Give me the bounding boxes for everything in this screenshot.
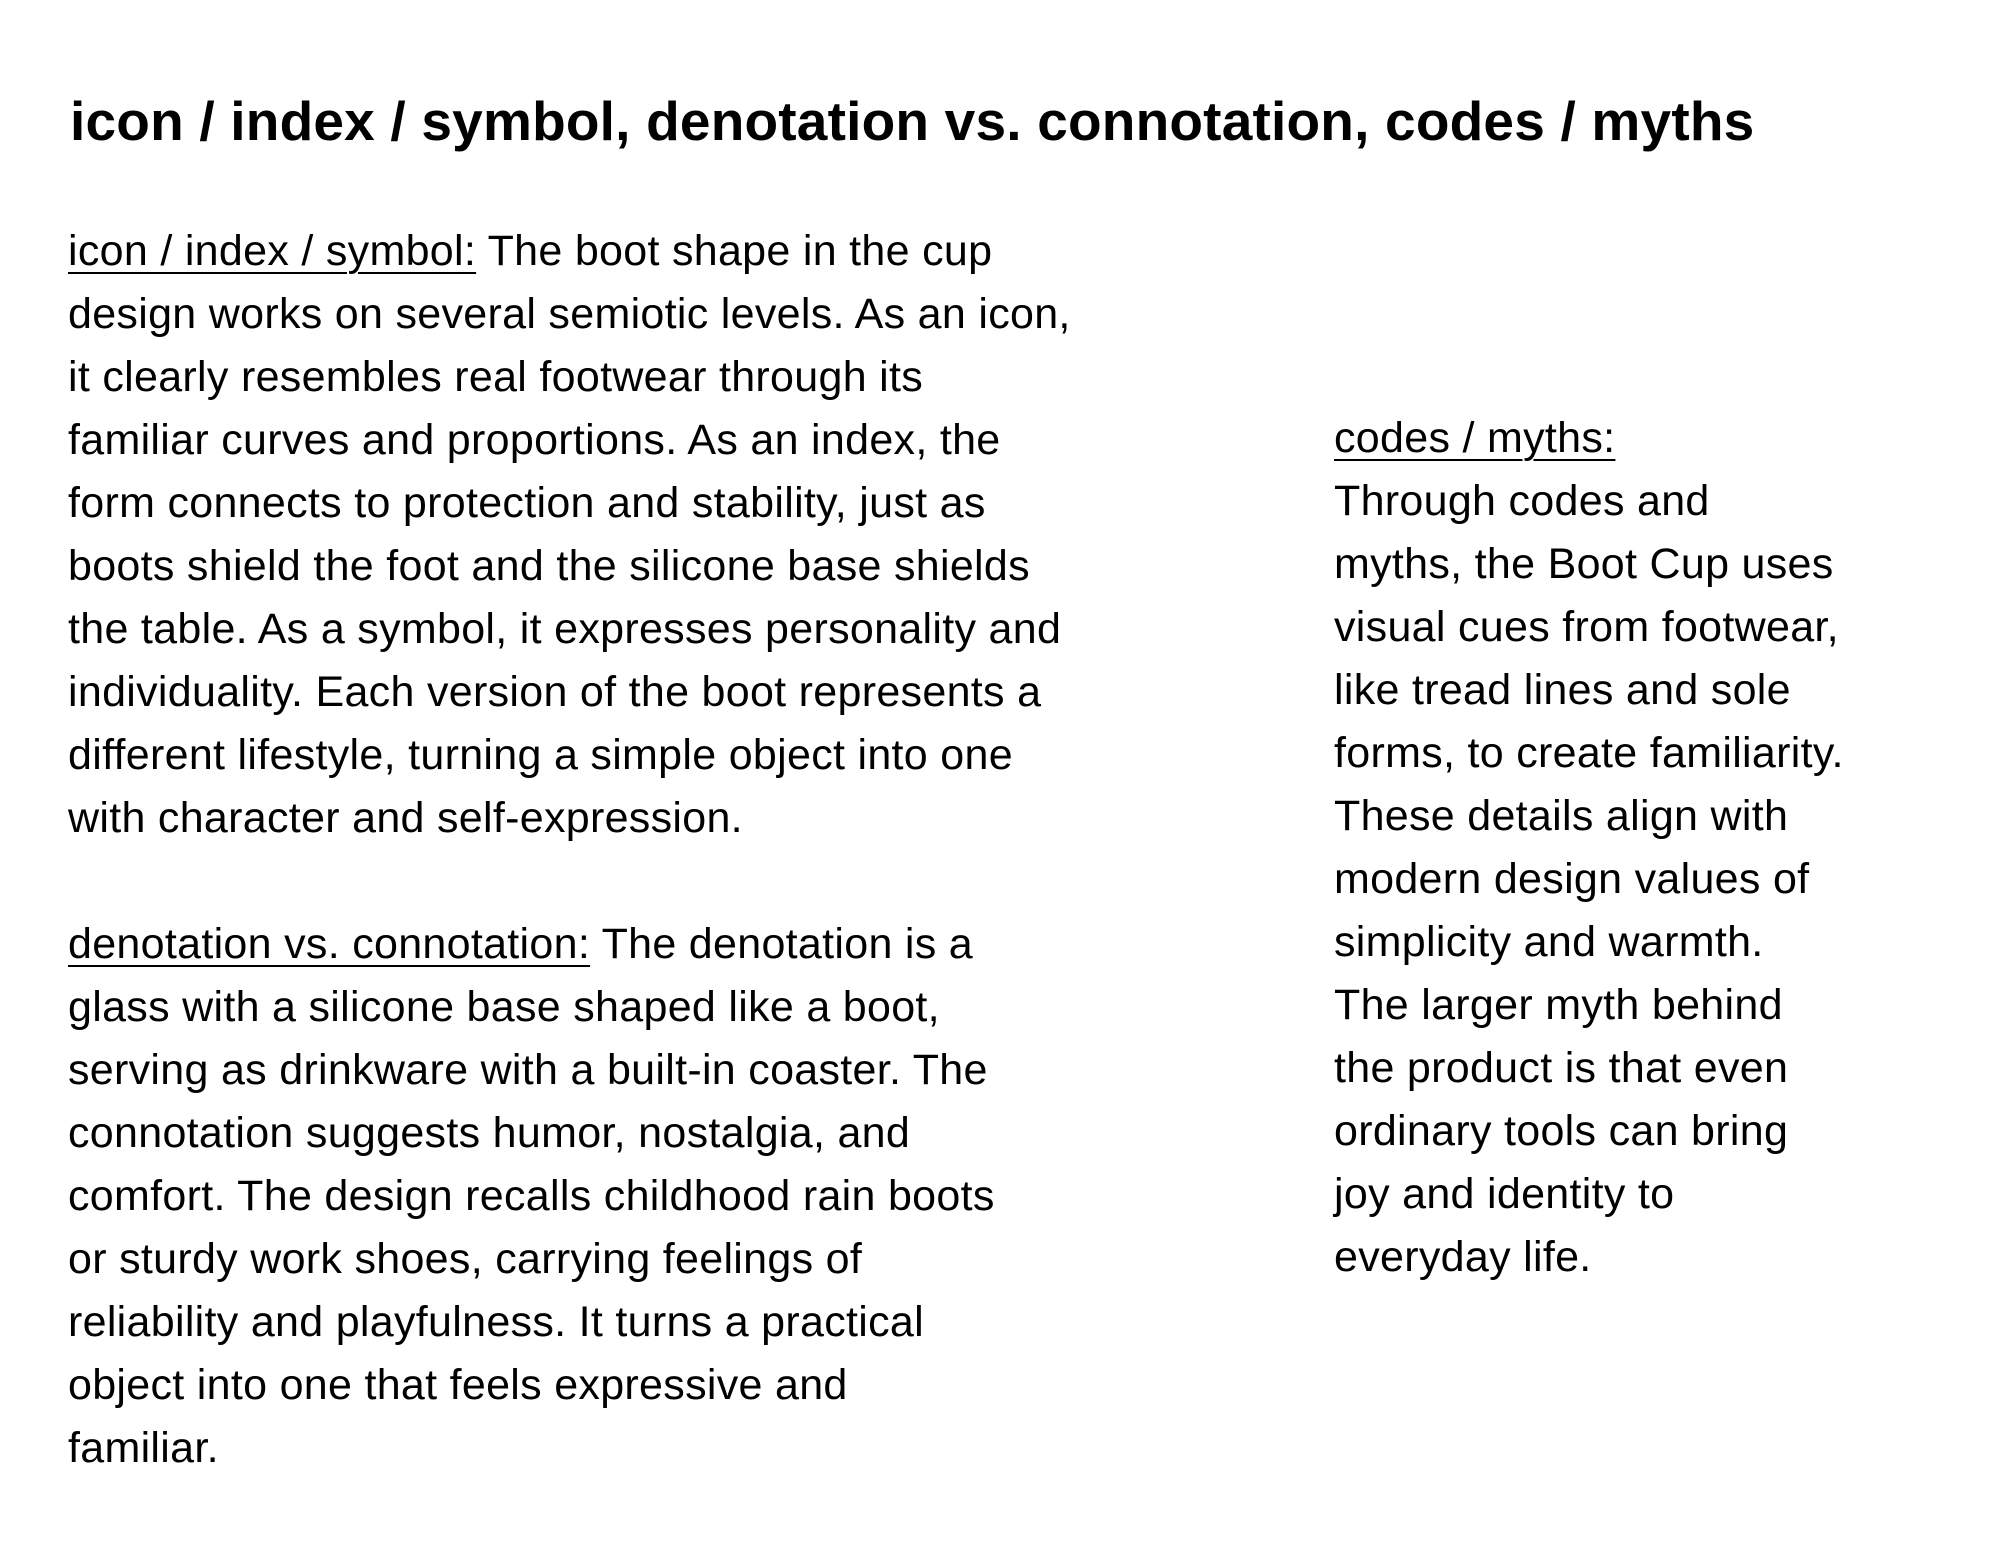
paragraph-line: like tread lines and sole [1334, 666, 1791, 714]
paragraph-line: visual cues from footwear, [1334, 603, 1839, 651]
codes-myths-heading: codes / myths: [1334, 414, 1616, 462]
paragraph-line: connotation suggests humor, nostalgia, and [68, 1109, 911, 1157]
paragraph-line: or sturdy work shoes, carrying feelings of [68, 1235, 863, 1283]
denotation-connotation-paragraph [68, 913, 1278, 1480]
icon-index-symbol-heading: icon / index / symbol: [68, 227, 477, 275]
paragraph-line: familiar. [68, 1424, 219, 1472]
paragraph-line: The denotation is a [590, 920, 974, 968]
paragraph-line: design works on several semiotic levels. As an icon, [68, 290, 1071, 338]
paragraph-line: serving as drinkware with a built-in coaster. The [68, 1046, 988, 1094]
paragraph-line: These details align with [1334, 792, 1789, 840]
paragraph-line: comfort. The design recalls childhood rain boots [68, 1172, 995, 1220]
paragraph-line: everyday life. [1334, 1233, 1592, 1281]
paragraph-line: boots shield the foot and the silicone base shields [68, 542, 1030, 590]
paragraph-line: glass with a silicone base shaped like a boot, [68, 983, 940, 1031]
paragraph-line: myths, the Boot Cup uses [1334, 540, 1834, 588]
paragraph-line: joy and identity to [1334, 1170, 1675, 1218]
paragraph-line: ordinary tools can bring [1334, 1107, 1789, 1155]
paragraph-line: The larger myth behind [1334, 981, 1783, 1029]
right-column [1334, 407, 1974, 1289]
paragraph-line: familiar curves and proportions. As an index, the [68, 416, 1001, 464]
paragraph-line: form connects to protection and stability, just as [68, 479, 986, 527]
paragraph-line: modern design values of [1334, 855, 1810, 903]
paragraph-line: it clearly resembles real footwear through its [68, 353, 924, 401]
paragraph-line: with character and self-expression. [68, 794, 743, 842]
paragraph-line: forms, to create familiarity. [1334, 729, 1844, 777]
paragraph-line: individuality. Each version of the boot represents a [68, 668, 1042, 716]
paragraph-line: different lifestyle, turning a simple object into one [68, 731, 1013, 779]
paragraph-line: the product is that even [1334, 1044, 1789, 1092]
paragraph-line: object into one that feels expressive and [68, 1361, 848, 1409]
paragraph-spacer [68, 850, 1278, 913]
slide-title: icon / index / symbol, denotation vs. connotation, codes / myths [70, 90, 1755, 152]
paragraph-line: the table. As a symbol, it expresses personality and [68, 605, 1062, 653]
paragraph-line: reliability and playfulness. It turns a practical [68, 1298, 924, 1346]
denotation-connotation-heading: denotation vs. connotation: [68, 920, 591, 968]
left-column [68, 220, 1278, 1480]
paragraph-line: Through codes and [1334, 477, 1710, 525]
icon-index-symbol-paragraph [68, 220, 1278, 850]
paragraph-line: simplicity and warmth. [1334, 918, 1764, 966]
paragraph-line: The boot shape in the cup [476, 227, 993, 275]
codes-myths-paragraph [1334, 407, 1974, 1289]
